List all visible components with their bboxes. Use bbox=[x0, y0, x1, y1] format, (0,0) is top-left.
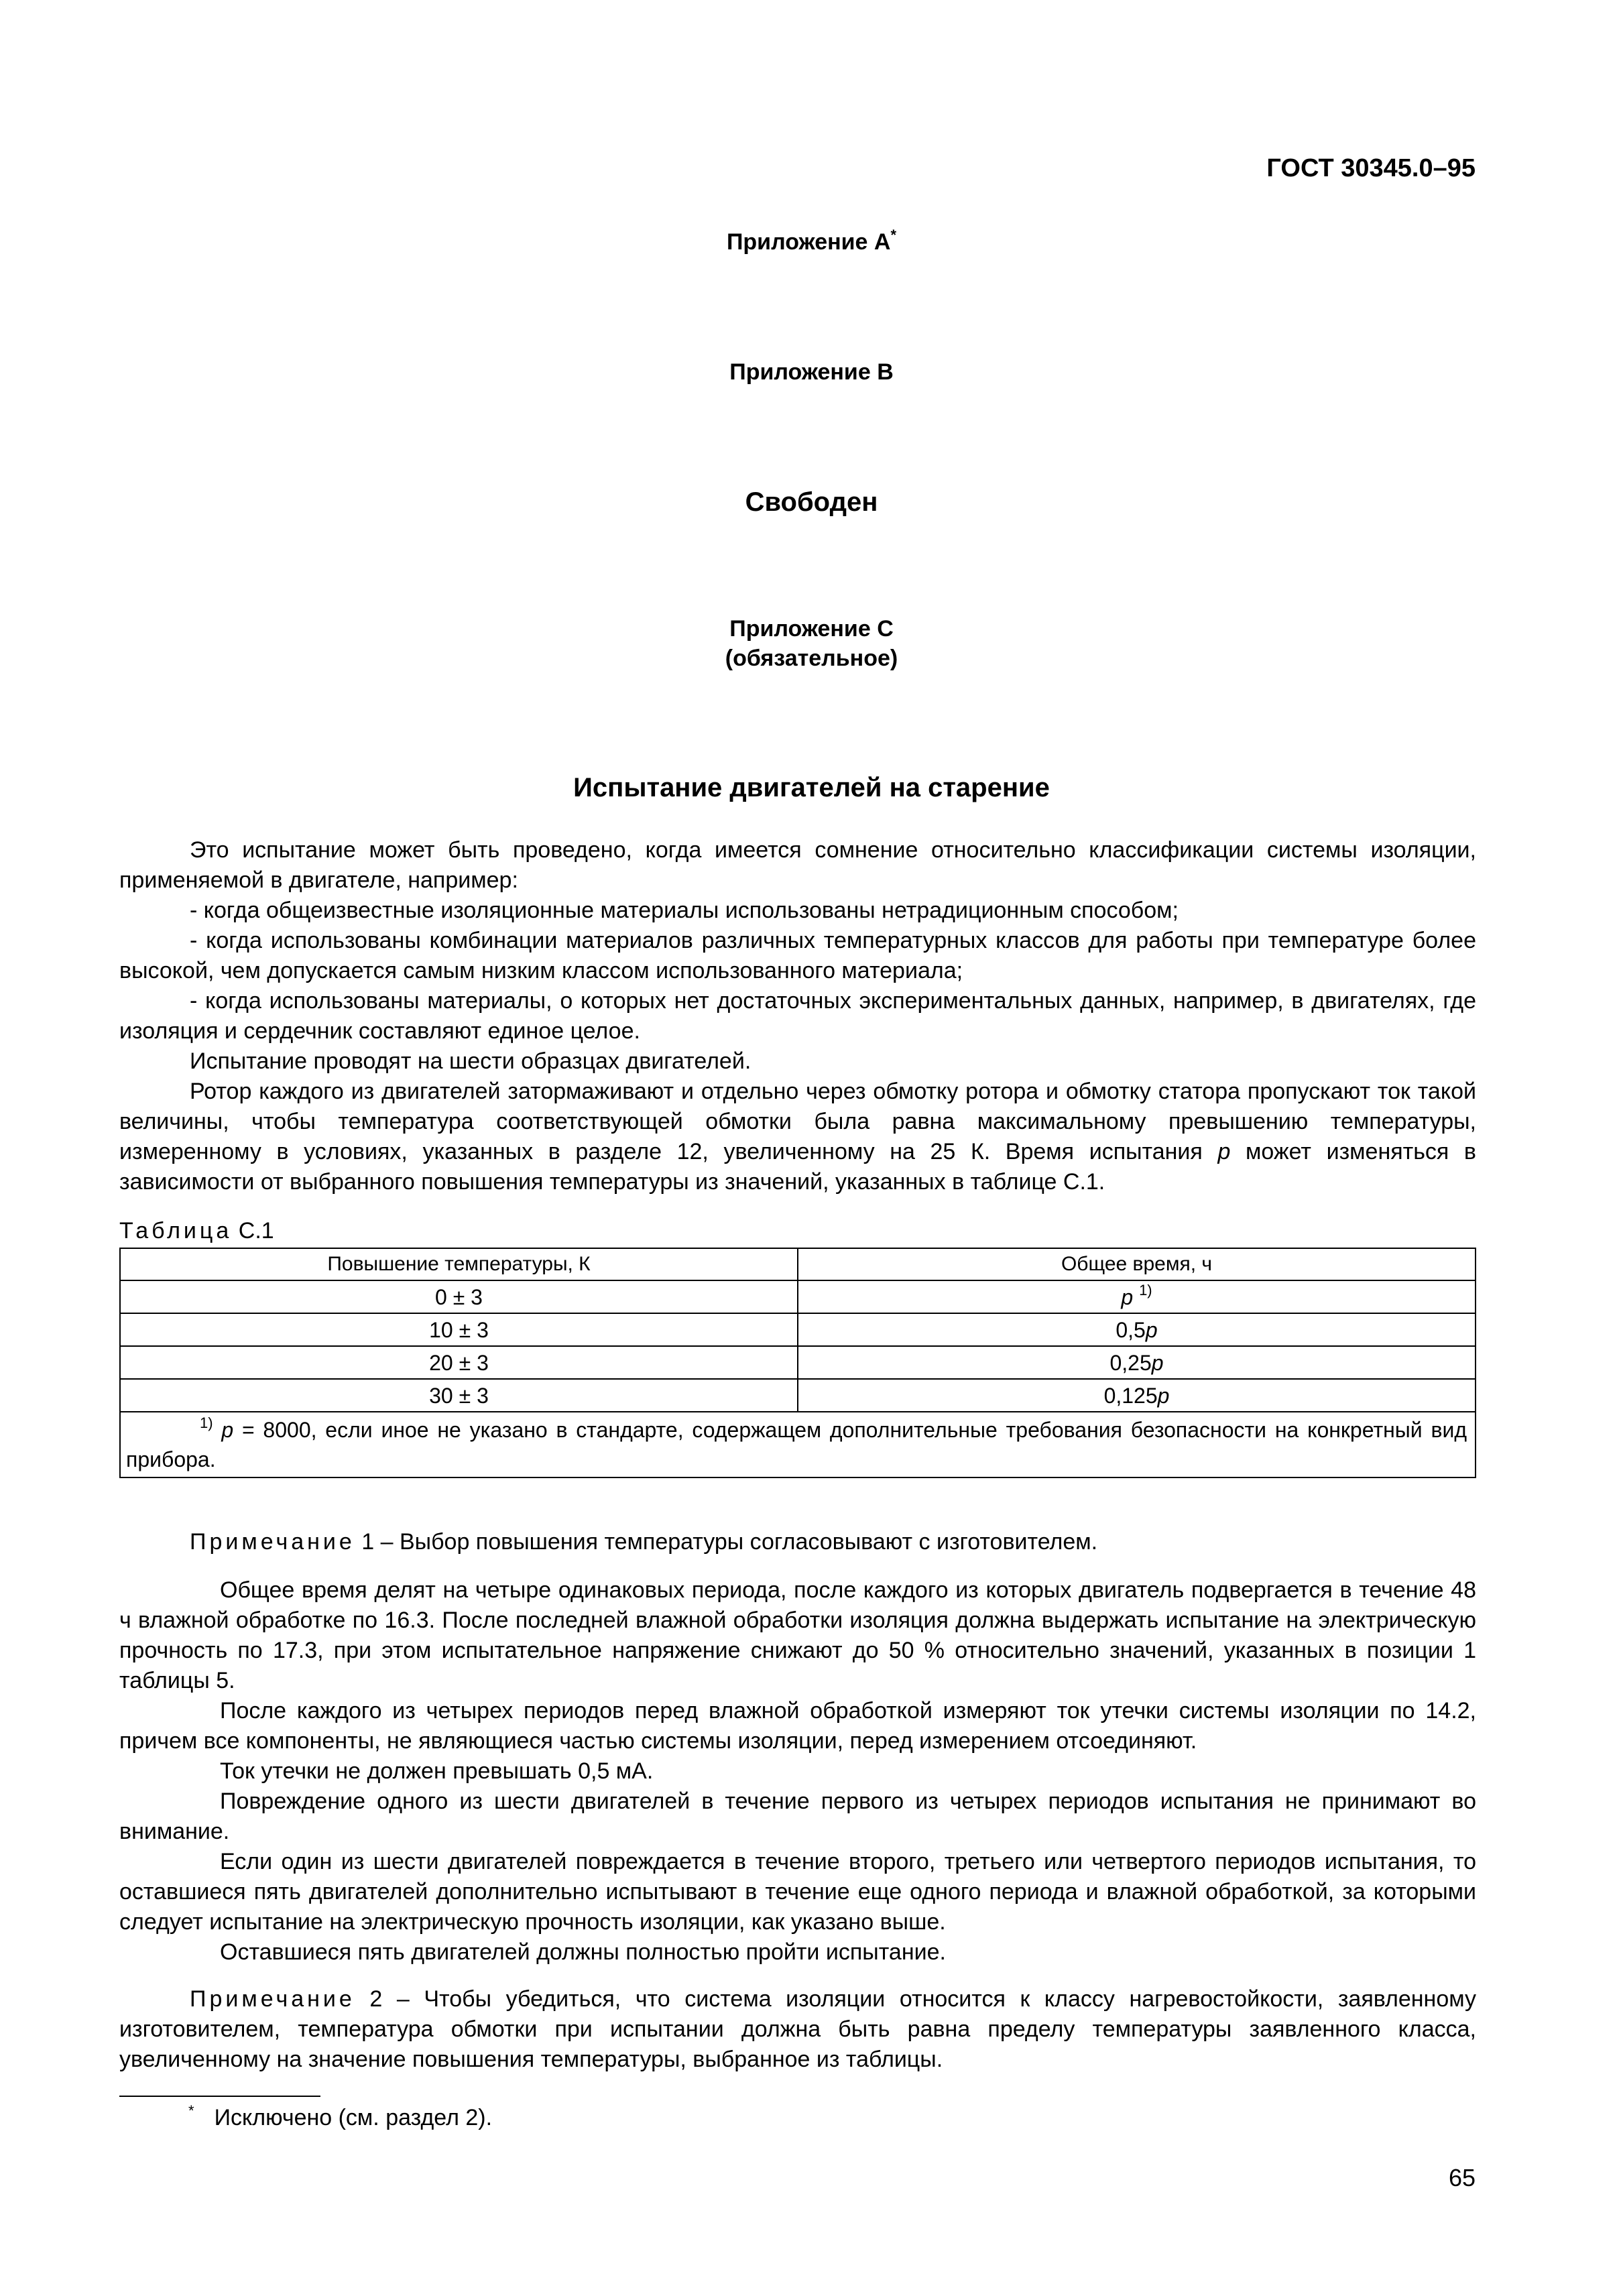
table-header-cell: Общее время, ч bbox=[798, 1248, 1476, 1280]
cell-variable: p bbox=[1121, 1284, 1134, 1309]
table-footnote-variable: p bbox=[221, 1418, 234, 1442]
paragraph: Если один из шести двигателей повреждается в течение второго, третьего или четвертого периодов испытания, то оставшиеся пять двигателей дополнительно испытывают в течение еще одного периода и влажной обработкой, за которыми следует испытание на электрическую прочность изоляции, как указано выше. bbox=[119, 1849, 1476, 1935]
table-cell bbox=[798, 1280, 1476, 1313]
note-1 bbox=[119, 1527, 1476, 1557]
table-footnote bbox=[120, 1412, 1476, 1477]
table-header-cell: Повышение температуры, К bbox=[120, 1248, 798, 1280]
paragraph: После каждого из четырех периодов перед влажной обработкой измеряют ток утечки системы изоляции по 14.2, причем все компоненты, не являющиеся частью системы изоляции, перед измерением отсоединяют. bbox=[119, 1698, 1476, 1754]
table-row bbox=[120, 1313, 1476, 1346]
footnote-mark: * bbox=[188, 2102, 194, 2119]
annex-a-title bbox=[0, 229, 1623, 255]
note-text: 2 – Чтобы убедиться, что система изоляции относится к классу нагревостойкости, заявленному изготовителем, температура обмотки при испытании должна быть равна пределу температуры заявленного класса, увеличенному на значение повышения температуры, выбранное из таблицы. bbox=[119, 1986, 1476, 2072]
page-footnote bbox=[119, 2102, 493, 2131]
page-number: 65 bbox=[1448, 2164, 1476, 2191]
annex-b-title: Приложение В bbox=[729, 359, 894, 385]
annex-a-label: Приложение А bbox=[726, 229, 891, 255]
list-item: - когда использованы материалы, о которых нет достаточных экспериментальных данных, например, в двигателях, где изоляция и сердечник составляют единое целое. bbox=[119, 988, 1476, 1044]
table-footnote-row bbox=[120, 1412, 1476, 1477]
table-caption bbox=[119, 1216, 1476, 1246]
table-cell: 0 ± 3 bbox=[120, 1280, 798, 1313]
footnote-divider bbox=[119, 2096, 320, 2097]
table-cell bbox=[798, 1379, 1476, 1412]
paragraph: Это испытание может быть проведено, когда имеется сомнение относительно классификации системы изоляции, применяемой в двигателе, например: bbox=[119, 837, 1476, 893]
standard-number: ГОСТ 30345.0–95 bbox=[1266, 154, 1476, 182]
body-text-top bbox=[119, 835, 1476, 1197]
cell-coefficient: 0,25 bbox=[1109, 1350, 1152, 1375]
annex-b-status: Свободен bbox=[745, 487, 878, 517]
table-caption-number: С.1 bbox=[238, 1218, 274, 1244]
paragraph: Повреждение одного из шести двигателей в течение первого из четырех периодов испытания не принимают во внимание. bbox=[119, 1789, 1476, 1844]
annex-a-footnote-mark: * bbox=[890, 227, 897, 243]
paragraph: Общее время делят на четыре одинаковых периода, после каждого из которых двигатель подвергается в течение 48 ч влажной обработке по 16.3. После последней влажной обработки изоляция должна выдержать испытание на электрическую прочность по 17.3, при этом испытательное напряжение снижают до 50 % относительно значений, указанных в позиции 1 таблицы 5. bbox=[119, 1577, 1476, 1693]
annex-c-title: Приложение С bbox=[729, 616, 894, 642]
paragraph: Испытание проводят на шести образцах двигателей. bbox=[190, 1048, 752, 1074]
table-section bbox=[119, 1216, 1476, 1478]
body-text-bottom bbox=[119, 1575, 1476, 1968]
table-cell: 30 ± 3 bbox=[120, 1379, 798, 1412]
table-cell: 20 ± 3 bbox=[120, 1346, 798, 1379]
note-text: 1 – Выбор повышения температуры согласовывают с изготовителем. bbox=[355, 1529, 1098, 1555]
cell-footnote-mark: 1) bbox=[1139, 1281, 1152, 1298]
list-item: - когда использованы комбинации материалов различных температурных классов для работы при температуре более высокой, чем допускается самым низким классом использованного материала; bbox=[119, 928, 1476, 983]
aging-table bbox=[119, 1248, 1476, 1478]
table-header-row bbox=[120, 1248, 1476, 1280]
table-cell bbox=[798, 1346, 1476, 1379]
note-label: Примечание bbox=[190, 1986, 355, 2012]
table-row bbox=[120, 1379, 1476, 1412]
variable-p: p bbox=[1217, 1139, 1231, 1164]
paragraph-text: Ротор каждого из двигателей затормаживают и отдельно через обмотку ротора и обмотку статора пропускают ток такой величины, чтобы температура соответствующей обмотки была равна максимальному превышению температуры, измеренному в условиях, указанных в разделе 12, увеличенному на 25 К. Время испытания bbox=[119, 1079, 1476, 1164]
annex-c-heading: Испытание двигателей на старение bbox=[573, 773, 1050, 802]
table-row bbox=[120, 1280, 1476, 1313]
paragraph-text: может изменяться в зависимости от выбранного повышения температуры из значений, указанных в таблице С.1. bbox=[119, 1139, 1476, 1195]
cell-variable: p bbox=[1145, 1317, 1158, 1342]
table-caption-word: Таблица bbox=[119, 1218, 233, 1244]
table-cell bbox=[798, 1313, 1476, 1346]
paragraph: Ток утечки не должен превышать 0,5 мА. bbox=[220, 1758, 654, 1784]
cell-coefficient: 0,5 bbox=[1116, 1317, 1146, 1342]
paragraph: Оставшиеся пять двигателей должны полностью пройти испытание. bbox=[220, 1939, 946, 1965]
cell-variable: p bbox=[1157, 1383, 1170, 1408]
table-cell: 10 ± 3 bbox=[120, 1313, 798, 1346]
cell-variable: p bbox=[1151, 1350, 1164, 1375]
paragraph bbox=[119, 1077, 1476, 1197]
footnote-text: Исключено (см. раздел 2). bbox=[214, 2105, 493, 2130]
list-item: - когда общеизвестные изоляционные материалы использованы нетрадиционным способом; bbox=[190, 898, 1179, 923]
table-row bbox=[120, 1346, 1476, 1379]
annex-c-kind: (обязательное) bbox=[725, 646, 898, 671]
table-footnote-mark: 1) bbox=[200, 1414, 213, 1431]
cell-coefficient: 0,125 bbox=[1103, 1383, 1158, 1408]
note-label: Примечание bbox=[190, 1529, 355, 1555]
table-footnote-text: = 8000, если иное не указано в стандарте, содержащем дополнительные требования безопасности на конкретный вид прибора. bbox=[126, 1418, 1467, 1471]
note-2 bbox=[119, 1984, 1476, 2075]
